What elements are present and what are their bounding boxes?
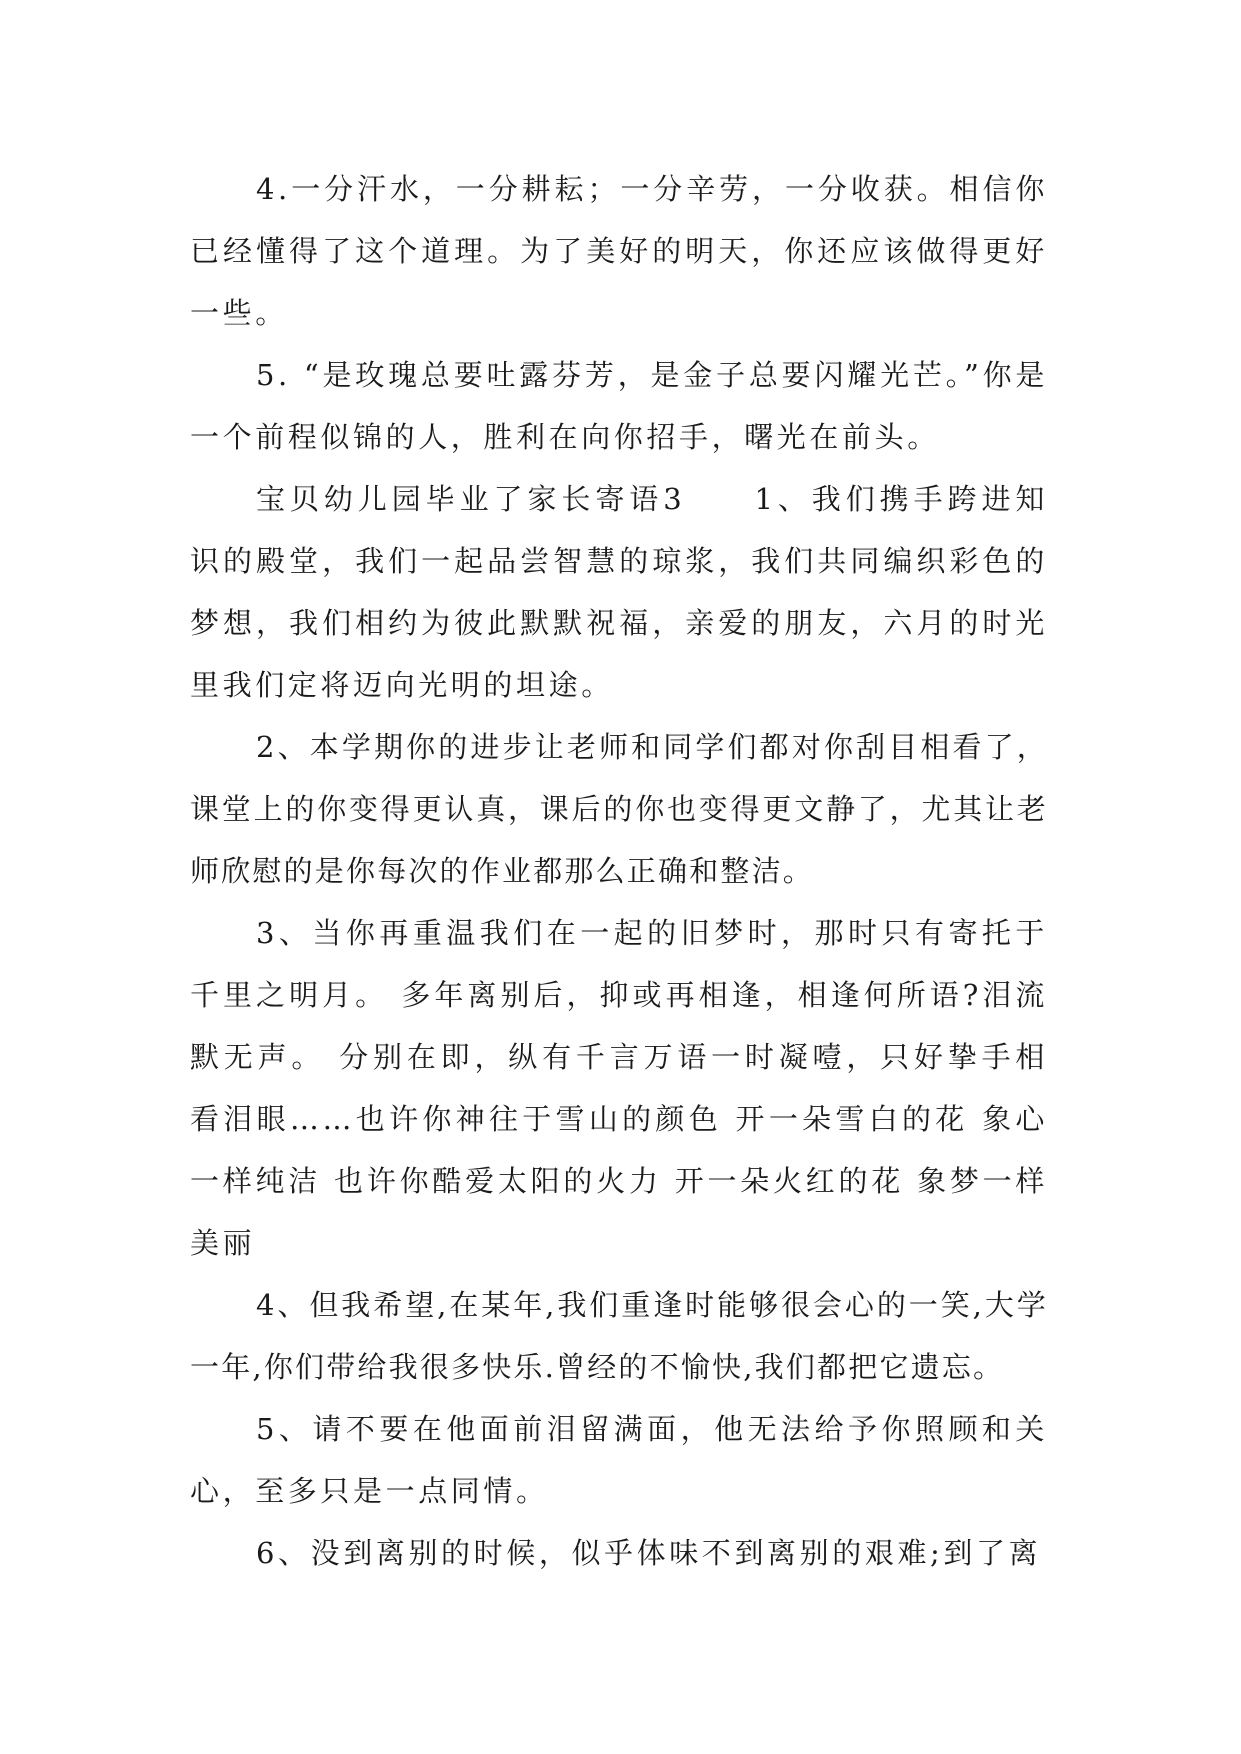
document-body	[190, 158, 1048, 1584]
paragraph-1: 4.一分汗水，一分耕耘；一分辛劳，一分收获。相信你已经懂得了这个道理。为了美好的明天，你还应该做得更好一些。	[190, 172, 1048, 330]
paragraph-4: 2、本学期你的进步让老师和同学们都对你刮目相看了，课堂上的你变得更认真，课后的你也变得更文静了，尤其让老师欣慰的是你每次的作业都那么正确和整洁。	[190, 730, 1048, 888]
paragraph-8: 6、没到离别的时候，似乎体味不到离别的艰难;到了离	[256, 1536, 1042, 1570]
paragraph-2: 5. “是玫瑰总要吐露芬芳，是金子总要闪耀光芒。”你是一个前程似锦的人，胜利在向你招手，曙光在前头。	[190, 358, 1048, 454]
paragraph-6: 4、但我希望,在某年,我们重逢时能够很会心的一笑,大学一年,你们带给我很多快乐.曾经的不愉快,我们都把它遗忘。	[190, 1288, 1048, 1384]
paragraph-5: 3、当你再重温我们在一起的旧梦时，那时只有寄托于千里之明月。 多年离别后，抑或再相逢，相逢何所语?泪流默无声。 分别在即，纵有千言万语一时凝噎，只好挚手相看泪眼……也许你神往于雪山的颜色 开一朵雪白的花 象心一样纯洁 也许你酷爱太阳的火力 开一朵火红的花 象梦一样美丽	[190, 916, 1048, 1260]
paragraph-7: 5、请不要在他面前泪留满面，他无法给予你照顾和关心，至多只是一点同情。	[190, 1412, 1048, 1508]
paragraph-3: 宝贝幼儿园毕业了家长寄语3 1、我们携手跨进知识的殿堂，我们一起品尝智慧的琼浆，我们共同编织彩色的梦想，我们相约为彼此默默祝福，亲爱的朋友，六月的时光里我们定将迈向光明的坦途。	[190, 482, 1048, 702]
